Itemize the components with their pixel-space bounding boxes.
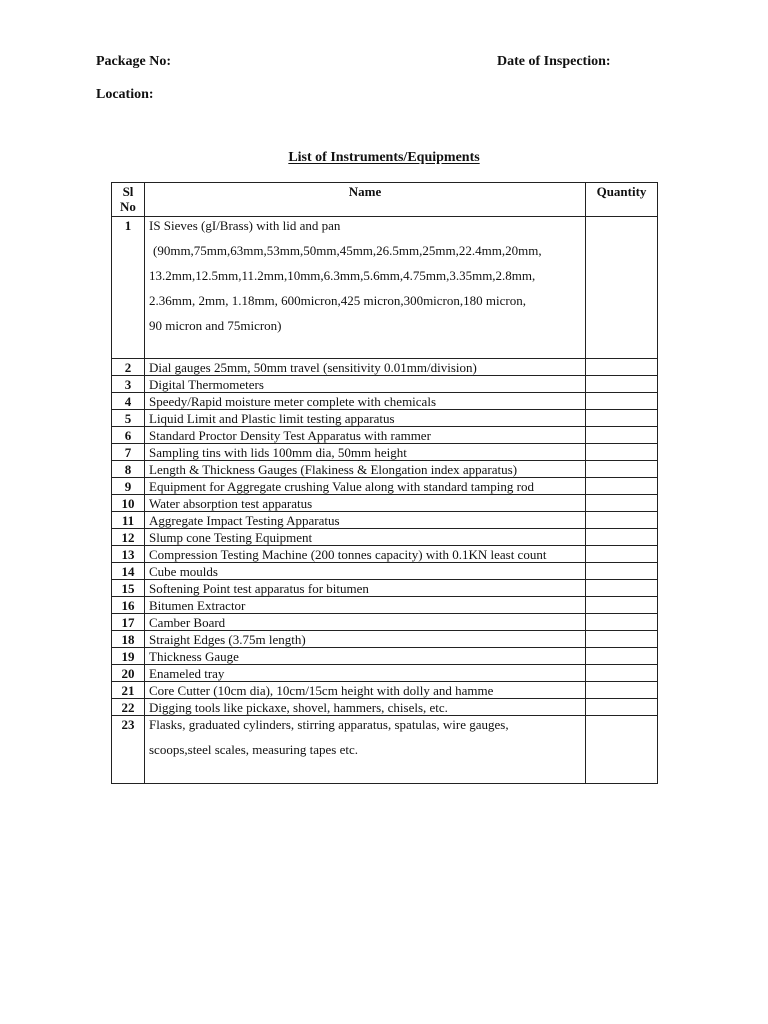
table-row — [112, 495, 658, 512]
sl-no-cell: 17 — [112, 614, 145, 631]
table-row-23 — [112, 716, 658, 784]
table-row — [112, 376, 658, 393]
column-header-name: Name — [145, 183, 586, 217]
name-cell: Core Cutter (10cm dia), 10cm/15cm height with dolly and hamme — [145, 682, 586, 699]
quantity-cell — [586, 461, 658, 478]
sl-no-cell: 23 — [112, 716, 145, 784]
sl-no-cell: 16 — [112, 597, 145, 614]
column-header-sl-line2: No — [120, 199, 136, 214]
table-row — [112, 699, 658, 716]
package-no-label: Package No: — [96, 54, 172, 69]
sl-no-cell: 18 — [112, 631, 145, 648]
sl-no-cell: 12 — [112, 529, 145, 546]
sieve-line-1: IS Sieves (gI/Brass) with lid and pan — [149, 218, 341, 233]
quantity-cell — [586, 217, 658, 359]
quantity-cell — [586, 682, 658, 699]
sl-no-cell: 9 — [112, 478, 145, 495]
sl-no-cell: 22 — [112, 699, 145, 716]
table-row — [112, 682, 658, 699]
sieve-line-2: (90mm,75mm,63mm,53mm,50mm,45mm,26.5mm,25mm,22.4mm,20mm, — [153, 243, 542, 258]
quantity-cell — [586, 580, 658, 597]
name-cell: Dial gauges 25mm, 50mm travel (sensitivity 0.01mm/division) — [145, 359, 586, 376]
name-cell: Digging tools like pickaxe, shovel, hammers, chisels, etc. — [145, 699, 586, 716]
quantity-cell — [586, 631, 658, 648]
sl-no-cell: 1 — [112, 217, 145, 359]
quantity-cell — [586, 376, 658, 393]
table-row — [112, 631, 658, 648]
name-line-2: scoops,steel scales, measuring tapes etc. — [149, 742, 359, 757]
quantity-cell — [586, 410, 658, 427]
name-cell: Cube moulds — [145, 563, 586, 580]
table-row — [112, 614, 658, 631]
table-row — [112, 529, 658, 546]
name-cell: Camber Board — [145, 614, 586, 631]
table-row — [112, 512, 658, 529]
table-row-1 — [112, 217, 658, 359]
table-row — [112, 648, 658, 665]
quantity-cell — [586, 444, 658, 461]
sieve-line-5: 90 micron and 75micron) — [149, 318, 282, 333]
sl-no-cell: 6 — [112, 427, 145, 444]
sl-no-cell: 15 — [112, 580, 145, 597]
sl-no-cell: 7 — [112, 444, 145, 461]
table-header-row — [112, 183, 658, 217]
column-header-sl-line1: Sl — [122, 184, 134, 199]
name-line-1: Flasks, graduated cylinders, stirring apparatus, spatulas, wire gauges, — [149, 717, 509, 732]
sl-no-cell: 21 — [112, 682, 145, 699]
sieve-line-4: 2.36mm, 2mm, 1.18mm, 600micron,425 micron,300micron,180 micron, — [149, 293, 526, 308]
name-cell: Water absorption test apparatus — [145, 495, 586, 512]
name-cell: Liquid Limit and Plastic limit testing apparatus — [145, 410, 586, 427]
table-row — [112, 597, 658, 614]
quantity-cell — [586, 529, 658, 546]
table-row — [112, 410, 658, 427]
table-row — [112, 444, 658, 461]
quantity-cell — [586, 716, 658, 784]
sl-no-cell: 5 — [112, 410, 145, 427]
quantity-cell — [586, 546, 658, 563]
quantity-cell — [586, 512, 658, 529]
name-cell: Enameled tray — [145, 665, 586, 682]
name-cell: Aggregate Impact Testing Apparatus — [145, 512, 586, 529]
name-cell — [145, 217, 586, 359]
quantity-cell — [586, 597, 658, 614]
name-cell: Thickness Gauge — [145, 648, 586, 665]
table-row — [112, 393, 658, 410]
date-of-inspection-label: Date of Inspection: — [497, 54, 611, 69]
quantity-cell — [586, 699, 658, 716]
table-row — [112, 563, 658, 580]
table-row — [112, 665, 658, 682]
page-title: List of Instruments/Equipments — [288, 150, 480, 165]
location-label: Location: — [96, 87, 154, 102]
name-cell: Digital Thermometers — [145, 376, 586, 393]
sl-no-cell: 10 — [112, 495, 145, 512]
name-cell: Sampling tins with lids 100mm dia, 50mm height — [145, 444, 586, 461]
name-cell: Standard Proctor Density Test Apparatus with rammer — [145, 427, 586, 444]
quantity-cell — [586, 359, 658, 376]
sl-no-cell: 13 — [112, 546, 145, 563]
quantity-cell — [586, 665, 658, 682]
column-header-sl-no — [112, 183, 145, 217]
table-row — [112, 359, 658, 376]
table-row — [112, 580, 658, 597]
name-cell: Straight Edges (3.75m length) — [145, 631, 586, 648]
quantity-cell — [586, 478, 658, 495]
name-cell: Slump cone Testing Equipment — [145, 529, 586, 546]
table-row — [112, 427, 658, 444]
name-cell: Speedy/Rapid moisture meter complete with chemicals — [145, 393, 586, 410]
instruments-table — [111, 182, 658, 784]
name-cell: Softening Point test apparatus for bitumen — [145, 580, 586, 597]
name-cell: Compression Testing Machine (200 tonnes capacity) with 0.1KN least count — [145, 546, 586, 563]
name-cell: Length & Thickness Gauges (Flakiness & Elongation index apparatus) — [145, 461, 586, 478]
quantity-cell — [586, 427, 658, 444]
quantity-cell — [586, 614, 658, 631]
sl-no-cell: 3 — [112, 376, 145, 393]
sl-no-cell: 20 — [112, 665, 145, 682]
column-header-quantity: Quantity — [586, 183, 658, 217]
sl-no-cell: 4 — [112, 393, 145, 410]
table-row — [112, 461, 658, 478]
quantity-cell — [586, 563, 658, 580]
table-row — [112, 478, 658, 495]
quantity-cell — [586, 393, 658, 410]
name-cell: Equipment for Aggregate crushing Value along with standard tamping rod — [145, 478, 586, 495]
sl-no-cell: 19 — [112, 648, 145, 665]
name-cell — [145, 716, 586, 784]
name-cell: Bitumen Extractor — [145, 597, 586, 614]
quantity-cell — [586, 495, 658, 512]
sieve-line-3: 13.2mm,12.5mm,11.2mm,10mm,6.3mm,5.6mm,4.75mm,3.35mm,2.8mm, — [149, 268, 536, 283]
sl-no-cell: 8 — [112, 461, 145, 478]
sl-no-cell: 14 — [112, 563, 145, 580]
table-row — [112, 546, 658, 563]
sl-no-cell: 2 — [112, 359, 145, 376]
quantity-cell — [586, 648, 658, 665]
sl-no-cell: 11 — [112, 512, 145, 529]
